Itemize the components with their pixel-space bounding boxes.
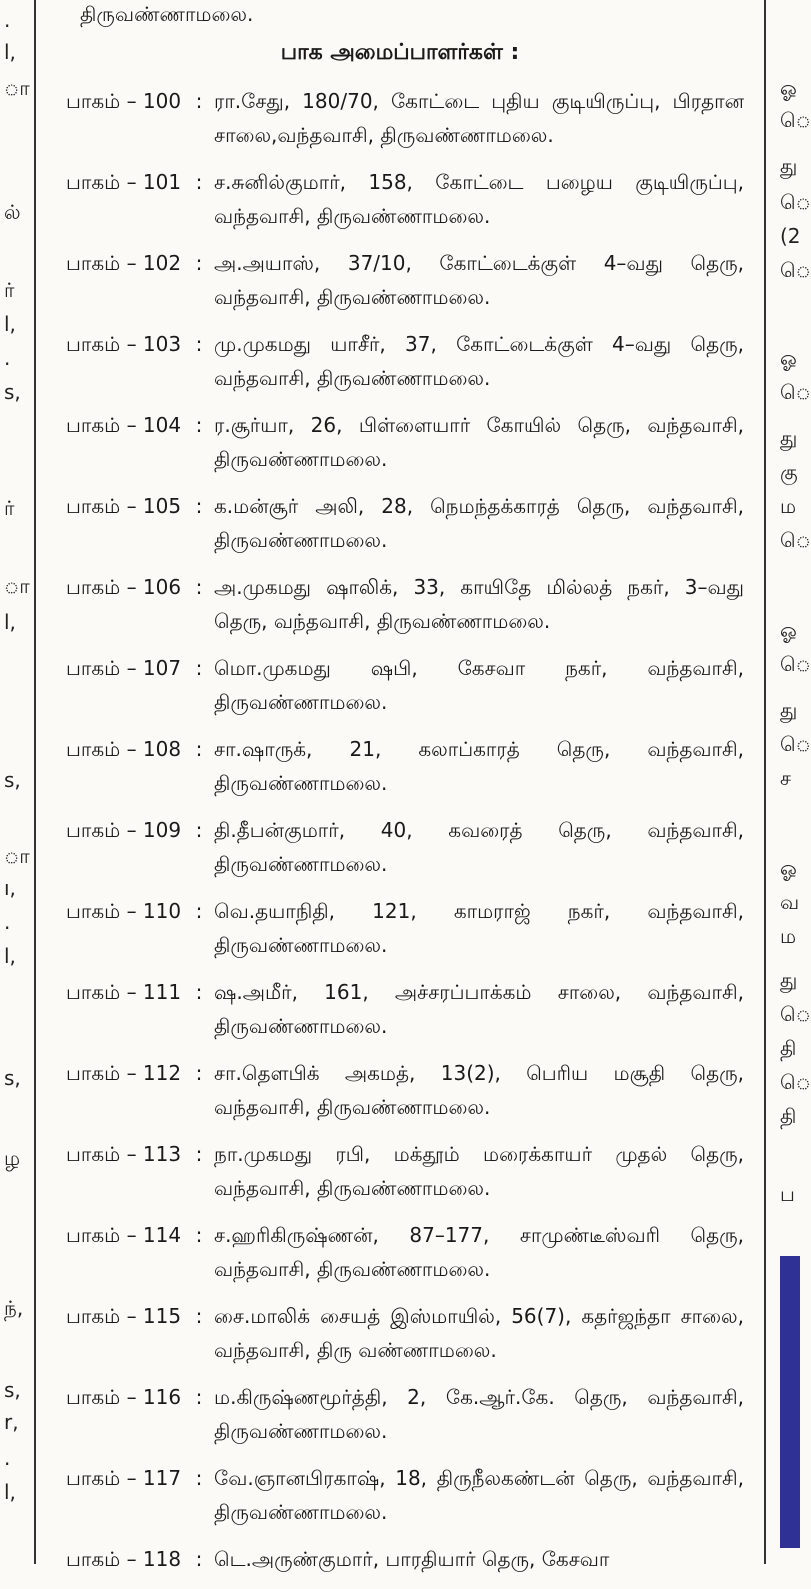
left-fragment: . <box>4 8 11 32</box>
list-item <box>36 1218 764 1286</box>
entry-label: பாகம் – 104 <box>66 413 182 437</box>
entry-colon: : <box>195 656 203 680</box>
entry-colon: : <box>195 332 203 356</box>
list-item <box>36 165 764 233</box>
entry-text: சா.தௌபிக் அகமத், 13(2), பெரிய மசூதி தெரு, வந்தவாசி, திருவண்ணாமலை. <box>214 1061 744 1119</box>
right-fragment: ஓ <box>780 618 797 642</box>
list-item <box>36 1056 764 1124</box>
entry-colon: : <box>195 251 203 275</box>
right-fragment: ச <box>780 766 792 790</box>
entry-text: வே.ஞானபிரகாஷ், 18, திருநீலகண்டன் தெரு, வந்தவாசி, திருவண்ணாமலை. <box>214 1466 744 1524</box>
right-fragment: (2 <box>780 224 801 248</box>
entry-label: பாகம் – 109 <box>66 818 182 842</box>
left-fragment: l, <box>4 610 16 634</box>
right-fragment: ப <box>780 1182 795 1206</box>
entry-text: ச.ஹரிகிருஷ்ணன், 87–177, சாமுண்டீஸ்வரி தெரு, வந்தவாசி, திருவண்ணாமலை. <box>214 1223 744 1281</box>
entry-label: பாகம் – 100 <box>66 89 182 113</box>
left-fragment: . <box>4 1446 11 1470</box>
list-item <box>36 1542 764 1576</box>
entry-colon: : <box>195 737 203 761</box>
entry-text: க.மன்சூர் அலி, 28, நெமந்தக்காரத் தெரு, வந்தவாசி, திருவண்ணாமலை. <box>214 494 744 552</box>
right-fragment: து <box>780 154 798 178</box>
left-fragment: ர் <box>4 496 15 520</box>
list-item <box>36 894 764 962</box>
entry-text: சை.மாலிக் சையத் இஸ்மாயில், 56(7), கதர்ஜந்தா சாலை, வந்தவாசி, திரு வண்ணாமலை. <box>214 1304 744 1362</box>
entry-colon: : <box>195 89 203 113</box>
right-fragment: தி <box>780 1104 797 1128</box>
entry-colon: : <box>195 1547 203 1571</box>
left-fragment: ா <box>4 844 30 868</box>
entry-label: பாகம் – 115 <box>66 1304 182 1328</box>
right-column-rule <box>764 0 766 1564</box>
left-fragment: . <box>4 346 11 370</box>
section-heading: பாக அமைப்பாளர்கள் : <box>280 40 520 65</box>
list-item <box>36 1461 764 1529</box>
left-fragment: r, <box>4 1410 19 1434</box>
entry-text: நா.முகமது ரபி, மக்தூம் மரைக்காயர் முதல் தெரு, வந்தவாசி, திருவண்ணாமலை. <box>214 1142 744 1200</box>
entry-text: ஷ.அமீர், 161, அச்சரப்பாக்கம் சாலை, வந்தவாசி, திருவண்ணாமலை. <box>214 980 744 1038</box>
left-fragment: l, <box>4 312 16 336</box>
right-fragment: ெ <box>780 528 811 552</box>
left-fragment: s, <box>4 1378 21 1402</box>
entry-text: ர.சூர்யா, 26, பிள்ளையார் கோயில் தெரு, வந்தவாசி, திருவண்ணாமலை. <box>214 413 744 471</box>
left-fragment: ı, <box>4 876 16 900</box>
right-fragment: ெ <box>780 1070 811 1094</box>
entry-label: பாகம் – 118 <box>66 1547 182 1571</box>
right-fragment: ெ <box>780 380 811 404</box>
right-fragment: து <box>780 968 798 992</box>
entry-text: தி.தீபன்குமார், 40, கவரைத் தெரு, வந்தவாசி, திருவண்ணாமலை. <box>214 818 744 876</box>
entry-label: பாகம் – 116 <box>66 1385 182 1409</box>
entry-text: அ.அயாஸ், 37/10, கோட்டைக்குள் 4–வது தெரு, வந்தவாசி, திருவண்ணாமலை. <box>214 251 744 309</box>
right-fragment: ெ <box>780 652 811 676</box>
entry-colon: : <box>195 818 203 842</box>
blue-box-fragment <box>780 1256 800 1548</box>
list-item <box>36 1380 764 1448</box>
right-fragment: ெ <box>780 108 811 132</box>
left-fragment: ா <box>4 76 30 100</box>
entry-colon: : <box>195 413 203 437</box>
right-fragment: து <box>780 426 798 450</box>
entry-colon: : <box>195 494 203 518</box>
left-fragment: ா <box>4 574 30 598</box>
list-item <box>36 1299 764 1367</box>
entry-label: பாகம் – 114 <box>66 1223 182 1247</box>
right-fragment: ெ <box>780 258 811 282</box>
entry-colon: : <box>195 1385 203 1409</box>
entry-label: பாகம் – 105 <box>66 494 182 518</box>
left-fragment: l, <box>4 1480 16 1504</box>
right-fragment: ெ <box>780 190 811 214</box>
entry-text: ரா.சேது, 180/70, கோட்டை புதிய குடியிருப்பு, பிரதான சாலை,வந்தவாசி, திருவண்ணாமலை. <box>214 89 744 147</box>
list-item <box>36 246 764 314</box>
entry-label: பாகம் – 106 <box>66 575 182 599</box>
left-fragment: l, <box>4 944 16 968</box>
right-fragment: வ <box>780 890 800 914</box>
entry-colon: : <box>195 1142 203 1166</box>
right-fragment: தி <box>780 1036 797 1060</box>
intro-line: திருவண்ணாமலை. <box>80 2 254 26</box>
left-fragment: ல் <box>4 200 21 224</box>
list-item <box>36 408 764 476</box>
entry-colon: : <box>195 170 203 194</box>
right-fragment: ஓ <box>780 346 797 370</box>
entry-colon: : <box>195 980 203 1004</box>
left-fragment: ந், <box>4 1296 24 1320</box>
entry-colon: : <box>195 1223 203 1247</box>
left-fragment: ழ <box>4 1146 21 1170</box>
right-fragment: ெ <box>780 732 811 756</box>
list-item <box>36 975 764 1043</box>
entry-text: ம.கிருஷ்ணமூர்த்தி, 2, கே.ஆர்.கே. தெரு, வந்தவாசி, திருவண்ணாமலை. <box>214 1385 744 1443</box>
left-fragment: . <box>4 910 11 934</box>
main-column <box>36 0 764 1571</box>
left-fragment: s, <box>4 1066 21 1090</box>
right-fragment: ஓ <box>780 856 797 880</box>
entry-label: பாகம் – 112 <box>66 1061 182 1085</box>
entry-label: பாகம் – 113 <box>66 1142 182 1166</box>
entry-colon: : <box>195 1061 203 1085</box>
left-fragment: l, <box>4 40 16 64</box>
list-item <box>36 813 764 881</box>
entry-colon: : <box>195 899 203 923</box>
left-fragment: s, <box>4 768 21 792</box>
entry-list <box>36 84 764 1589</box>
right-fragment: ம <box>780 924 797 948</box>
right-fragment: ெ <box>780 1002 811 1026</box>
entry-text: அ.முகமது ஷாலிக், 33, காயிதே மில்லத் நகர், 3–வது தெரு, வந்தவாசி, திருவண்ணாமலை. <box>214 575 744 633</box>
entry-text: மொ.முகமது ஷபி, கேசவா நகர், வந்தவாசி, திருவண்ணாமலை. <box>214 656 744 714</box>
entry-label: பாகம் – 102 <box>66 251 182 275</box>
entry-colon: : <box>195 1304 203 1328</box>
list-item <box>36 84 764 152</box>
entry-label: பாகம் – 101 <box>66 170 182 194</box>
entry-text: மு.முகமது யாசீர், 37, கோட்டைக்குள் 4–வது தெரு, வந்தவாசி, திருவண்ணாமலை. <box>214 332 744 390</box>
entry-text: ச.சுனில்குமார், 158, கோட்டை பழைய குடியிருப்பு, வந்தவாசி, திருவண்ணாமலை. <box>214 170 744 228</box>
entry-label: பாகம் – 117 <box>66 1466 182 1490</box>
entry-label: பாகம் – 103 <box>66 332 182 356</box>
list-item <box>36 489 764 557</box>
list-item <box>36 327 764 395</box>
list-item <box>36 732 764 800</box>
entry-label: பாகம் – 108 <box>66 737 182 761</box>
left-column-fragment <box>0 0 30 1564</box>
list-item <box>36 651 764 719</box>
right-fragment: து <box>780 698 798 722</box>
entry-label: பாகம் – 111 <box>66 980 182 1004</box>
entry-text: சா.ஷாருக், 21, கலாப்காரத் தெரு, வந்தவாசி, திருவண்ணாமலை. <box>214 737 744 795</box>
entry-label: பாகம் – 110 <box>66 899 182 923</box>
entry-text: வெ.தயாநிதி, 121, காமராஜ் நகர், வந்தவாசி, திருவண்ணாமலை. <box>214 899 744 957</box>
left-fragment: s, <box>4 380 21 404</box>
right-fragment: ஓ <box>780 76 797 100</box>
list-item <box>36 1137 764 1205</box>
right-fragment: கு <box>780 460 798 484</box>
entry-colon: : <box>195 1466 203 1490</box>
left-fragment: ர் <box>4 278 15 302</box>
entry-text: டெ.அருண்குமார், பாரதியார் தெரு, கேசவா <box>214 1547 610 1571</box>
entry-label: பாகம் – 107 <box>66 656 182 680</box>
entry-colon: : <box>195 575 203 599</box>
right-fragment: ம <box>780 494 797 518</box>
list-item <box>36 570 764 638</box>
